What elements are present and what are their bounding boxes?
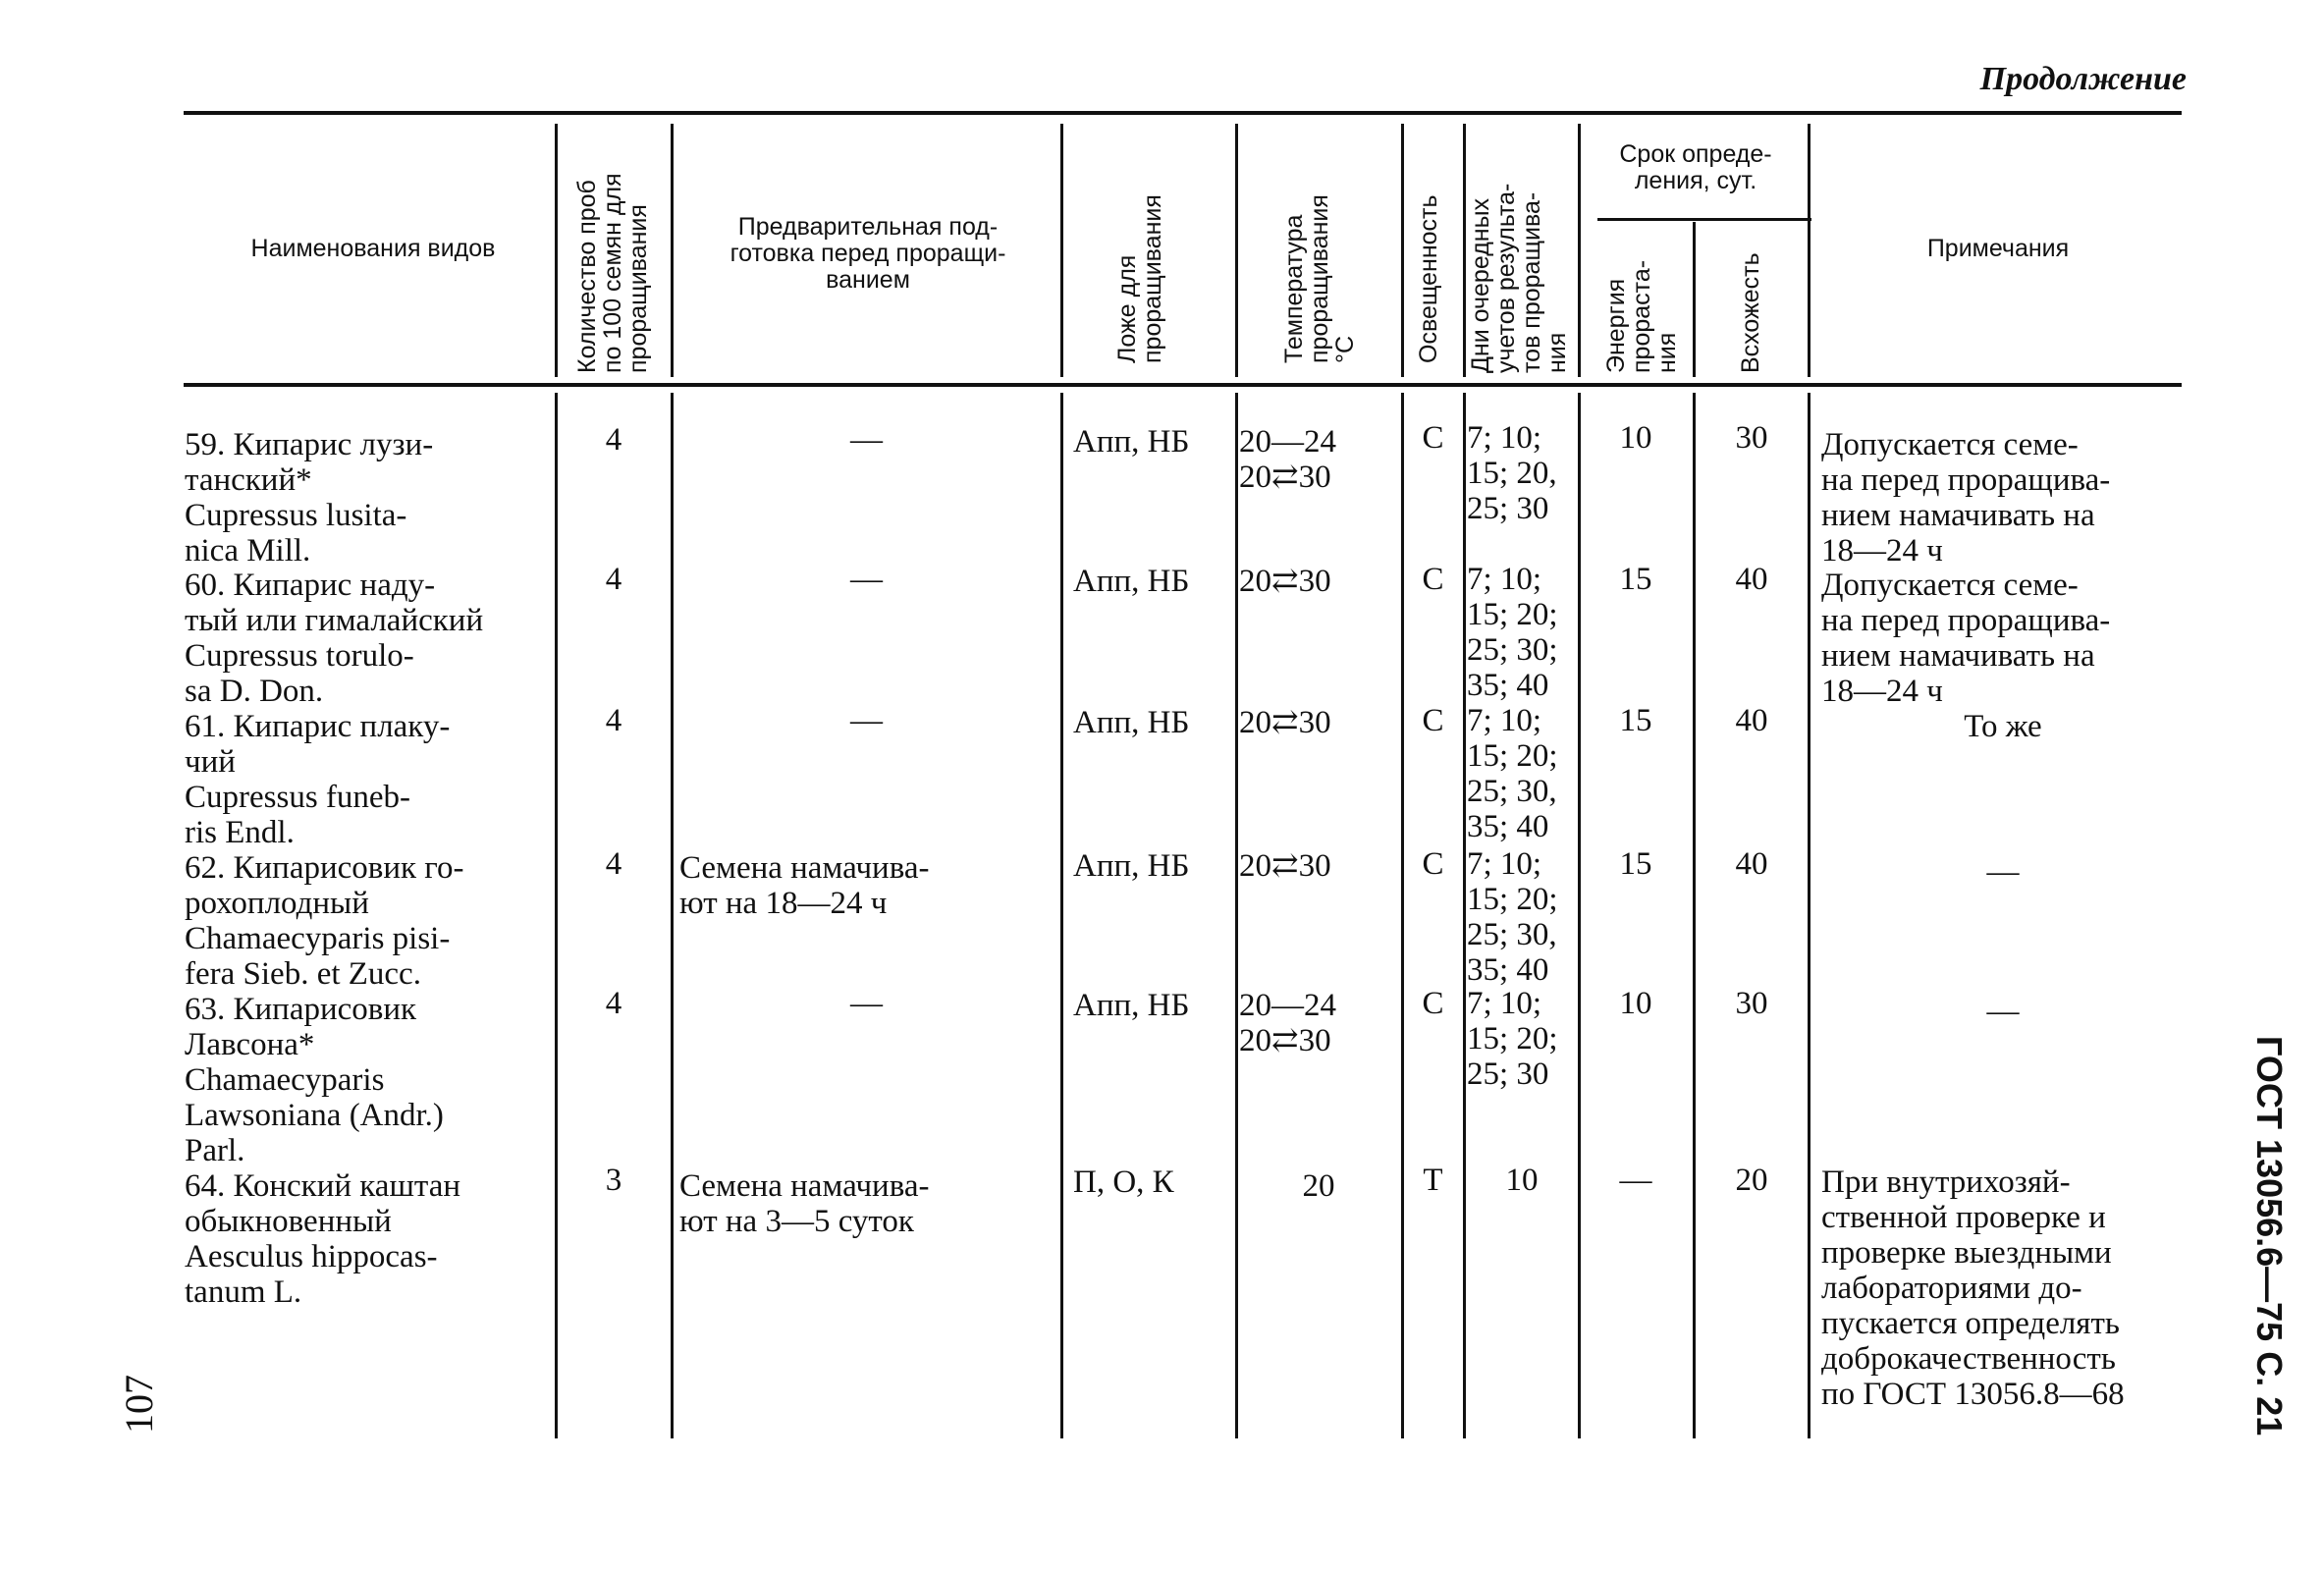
col-rule <box>1578 393 1581 1438</box>
note-text: Допускается семе- на перед проращива- нием намачивать на 18—24 ч <box>1821 568 2111 709</box>
col-rule <box>1808 393 1811 1438</box>
count-days: 10 <box>1505 1163 1539 1198</box>
header-notes: Примечания <box>1926 235 2070 262</box>
col-rule <box>1060 124 1063 377</box>
species-name: 63. Кипарисовик Лавсона* Chamaecyparis Lawsoniana (Andr.) Parl. <box>185 992 444 1168</box>
preparation-text: — <box>850 562 883 597</box>
samples-count: 4 <box>605 422 622 458</box>
continuation-label: Продолжение <box>1979 61 2187 97</box>
germination-bed: Апп, НБ <box>1073 564 1190 599</box>
species-name: 61. Кипарис плаку- чий Cupressus funeb- ris Endl. <box>185 709 451 850</box>
standard-side-label: ГОСТ 13056.6—75 С. 21 <box>2249 1036 2290 1436</box>
samples-count: 3 <box>605 1163 622 1198</box>
header-temperature: Температура проращивания °С <box>1280 194 1359 363</box>
col-rule <box>1235 393 1238 1438</box>
temperature-value: 20—24 20⇄30 <box>1239 424 1336 495</box>
germination-bed: Апп, НБ <box>1073 988 1190 1023</box>
temperature-value: 20⇄30 <box>1239 564 1331 599</box>
germination-bed: Апп, НБ <box>1073 705 1190 740</box>
header-term-group: Срок опреде- ления, сут. <box>1619 140 1772 194</box>
note-text: Допускается семе- на перед проращива- нием намачивать на 18—24 ч <box>1821 427 2111 569</box>
lighting-value: С <box>1422 420 1444 456</box>
temperature-value: 20⇄30 <box>1239 705 1331 740</box>
count-days: 7; 10; 15; 20, 25; 30 <box>1467 420 1557 526</box>
preparation-text: — <box>850 986 883 1021</box>
germination-value: 30 <box>1735 420 1768 456</box>
species-name: 62. Кипарисовик го- рохоплодный Chamaecyparis pisi- fera Sieb. et Zucc. <box>185 850 464 992</box>
note-text: При внутрихозяй- ственной проверке и проверке выездными лабораториями до- пускается определять доброкачественность по ГОСТ 13056.8—68 <box>1821 1165 2125 1412</box>
germination-value: 40 <box>1735 562 1768 597</box>
note-text: — <box>1986 994 2020 1029</box>
header-lighting: Освещенность <box>1415 194 1442 363</box>
germination-bed: П, О, К <box>1073 1165 1174 1200</box>
table-header-rule <box>184 383 2182 387</box>
species-name: 64. Конский каштан обыкновенный Aesculus hippocas- tanum L. <box>185 1168 460 1310</box>
germination-bed: Апп, НБ <box>1073 424 1190 460</box>
temperature-value: 20⇄30 <box>1239 848 1331 884</box>
energy-value: 10 <box>1619 420 1652 456</box>
lighting-value: С <box>1422 986 1444 1021</box>
col-rule <box>555 393 558 1438</box>
count-days: 7; 10; 15; 20; 25; 30, 35; 40 <box>1467 846 1558 988</box>
col-rule <box>1463 393 1466 1438</box>
page-number: 107 <box>117 1375 161 1434</box>
col-rule <box>1463 124 1466 377</box>
energy-value: 15 <box>1619 562 1652 597</box>
header-bed: Ложе для проращивания <box>1113 194 1166 363</box>
temperature-value: 20—24 20⇄30 <box>1239 988 1336 1058</box>
header-samples: Количество проб по 100 семян для проращивания <box>573 173 652 373</box>
note-text: То же <box>1964 709 2042 744</box>
germination-value: 40 <box>1735 846 1768 882</box>
col-rule <box>1235 124 1238 377</box>
col-rule <box>1693 393 1696 1438</box>
germination-value: 20 <box>1735 1163 1768 1198</box>
energy-value: — <box>1619 1163 1652 1198</box>
header-energy: Энергия прораста- ния <box>1602 259 1681 373</box>
header-count-days: Дни очередных учетов результа- тов проращива- ния <box>1467 183 1571 373</box>
header-germination: Всхожесть <box>1737 252 1764 373</box>
energy-value: 10 <box>1619 986 1652 1021</box>
term-group-rule <box>1597 218 1811 221</box>
note-text: — <box>1986 854 2020 890</box>
lighting-value: Т <box>1423 1163 1443 1198</box>
header-preparation: Предварительная под- готовка перед проращи- ванием <box>730 213 1006 294</box>
species-name: 59. Кипарис лузи- танский* Cupressus lusita- nica Mill. <box>185 427 434 569</box>
col-rule <box>1401 393 1404 1438</box>
lighting-value: С <box>1422 703 1444 738</box>
col-rule <box>1060 393 1063 1438</box>
count-days: 7; 10; 15; 20; 25; 30; 35; 40 <box>1467 562 1558 703</box>
samples-count: 4 <box>605 703 622 738</box>
col-rule <box>555 124 558 377</box>
germination-value: 30 <box>1735 986 1768 1021</box>
germination-value: 40 <box>1735 703 1768 738</box>
col-rule <box>1401 124 1404 377</box>
col-rule <box>671 124 674 377</box>
preparation-text: Семена намачива- ют на 3—5 суток <box>679 1168 930 1239</box>
species-name: 60. Кипарис наду- тый или гималайский Cupressus torulo- sa D. Don. <box>185 568 484 709</box>
preparation-text: — <box>850 703 883 738</box>
col-rule <box>1693 222 1696 377</box>
samples-count: 4 <box>605 986 622 1021</box>
col-rule <box>1578 124 1581 377</box>
energy-value: 15 <box>1619 703 1652 738</box>
temperature-value: 20 <box>1302 1168 1335 1204</box>
energy-value: 15 <box>1619 846 1652 882</box>
count-days: 7; 10; 15; 20; 25; 30, 35; 40 <box>1467 703 1558 844</box>
header-species: Наименования видов <box>250 235 496 262</box>
lighting-value: С <box>1422 562 1444 597</box>
preparation-text: Семена намачива- ют на 18—24 ч <box>679 850 930 921</box>
lighting-value: С <box>1422 846 1444 882</box>
samples-count: 4 <box>605 846 622 882</box>
col-rule <box>671 393 674 1438</box>
samples-count: 4 <box>605 562 622 597</box>
germination-bed: Апп, НБ <box>1073 848 1190 884</box>
table-top-rule <box>184 111 2182 115</box>
preparation-text: — <box>850 422 883 458</box>
count-days: 7; 10; 15; 20; 25; 30 <box>1467 986 1558 1092</box>
